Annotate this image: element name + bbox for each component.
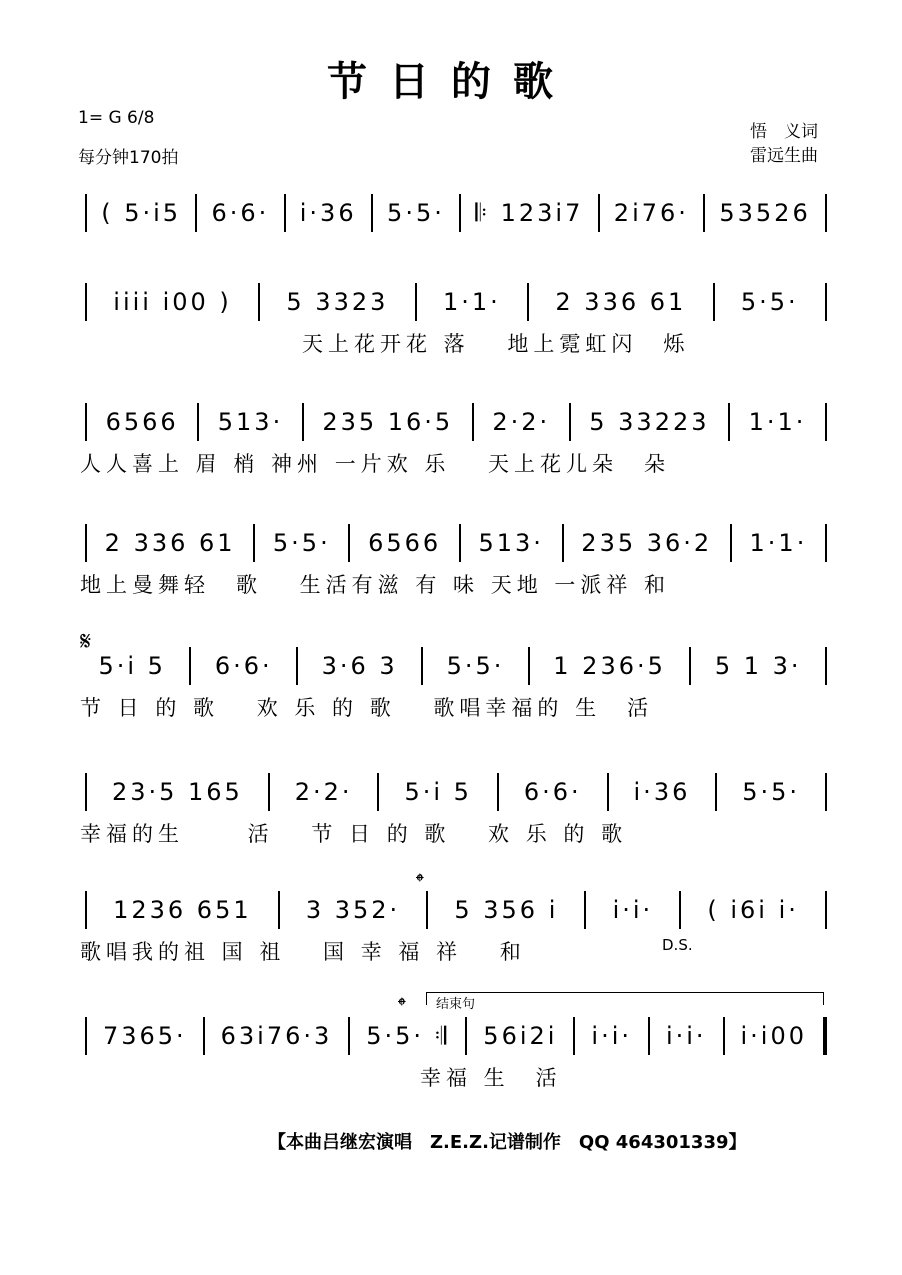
measure: 2·2· bbox=[492, 408, 551, 436]
notes-line bbox=[80, 523, 832, 563]
measure: 53526 bbox=[719, 199, 811, 227]
measure: 2 336 61 bbox=[104, 529, 236, 557]
bar-line bbox=[584, 891, 586, 929]
bar-line bbox=[377, 773, 379, 811]
coda-icon: 𝄌 bbox=[416, 870, 424, 895]
measure: 5·5· bbox=[387, 199, 445, 227]
song-title: 节日的歌 bbox=[327, 58, 575, 105]
notes-line bbox=[80, 772, 832, 812]
bar-line bbox=[197, 403, 199, 441]
ending-label: 结束句 bbox=[434, 993, 477, 1012]
staff-row bbox=[80, 890, 832, 966]
bar-line bbox=[415, 283, 417, 321]
bar-line bbox=[527, 283, 529, 321]
bar-line bbox=[825, 283, 827, 321]
measure: 7365· bbox=[102, 1022, 187, 1050]
bar-line bbox=[825, 773, 827, 811]
bar-line bbox=[730, 524, 732, 562]
measure: ( i6i i· bbox=[707, 896, 799, 924]
bar-line bbox=[85, 891, 87, 929]
bar-line bbox=[713, 283, 715, 321]
lyrics-line: 人人喜上 眉 梢 神州 一片欢 乐 天上花儿朵 朵 bbox=[80, 452, 671, 476]
bar-line bbox=[278, 891, 280, 929]
bar-line bbox=[825, 194, 827, 232]
staff-row bbox=[80, 193, 832, 239]
bar-line bbox=[528, 647, 530, 685]
measure: i·36 bbox=[299, 199, 357, 227]
bar-line bbox=[371, 194, 373, 232]
bar-line bbox=[728, 403, 730, 441]
bar-line bbox=[253, 524, 255, 562]
measure: 1 236·5 bbox=[553, 652, 666, 680]
bar-line bbox=[195, 194, 197, 232]
segno-icon: 𝄋 bbox=[80, 627, 92, 657]
bar-line bbox=[703, 194, 705, 232]
measure: 3 352· bbox=[305, 896, 401, 924]
bar-line bbox=[296, 647, 298, 685]
lyrics-line: 幸福的生 活 节 日 的 歌 欢 乐 的 歌 bbox=[80, 822, 628, 846]
bar-line bbox=[85, 403, 87, 441]
lyricist: 悟 义词 bbox=[750, 122, 818, 142]
staff-row bbox=[80, 1016, 832, 1092]
measure: 2i76· bbox=[613, 199, 689, 227]
bar-line bbox=[85, 194, 87, 232]
staff-row bbox=[80, 772, 832, 848]
bar-line bbox=[85, 283, 87, 321]
coda-icon: 𝄌 bbox=[398, 994, 406, 1019]
bar-line bbox=[825, 647, 827, 685]
staff-row bbox=[80, 646, 832, 722]
lyrics-line: 歌唱我的祖 国 祖 国 幸 福 祥 和 bbox=[80, 940, 526, 964]
measure: 513· bbox=[217, 408, 284, 436]
measure: i·i· bbox=[591, 1022, 632, 1050]
measure: 5·i 5 bbox=[98, 652, 166, 680]
measure: 235 36·2 bbox=[581, 529, 713, 557]
measure: 6566 bbox=[368, 529, 442, 557]
lyrics-line: 天上花开花 落 地上霓虹闪 烁 bbox=[302, 332, 690, 356]
lyrics-line: 地上曼舞轻 歌 生活有滋 有 味 天地 一派祥 和 bbox=[80, 573, 671, 597]
bar-line bbox=[497, 773, 499, 811]
bar-line bbox=[85, 524, 87, 562]
bar-line bbox=[348, 1017, 350, 1055]
bar-line bbox=[598, 194, 600, 232]
ending-bracket bbox=[426, 992, 824, 1005]
measure: 5·i 5 bbox=[404, 778, 472, 806]
measure: i·36 bbox=[633, 778, 691, 806]
tempo: 每分钟170拍 bbox=[78, 148, 179, 168]
measure: 6·6· bbox=[211, 199, 270, 227]
bar-line bbox=[607, 773, 609, 811]
ds-marker: D.S. bbox=[662, 936, 693, 954]
measure: 1·1· bbox=[748, 408, 807, 436]
bar-line bbox=[465, 1017, 467, 1055]
measure: 5·5· 𝄇 bbox=[366, 1022, 450, 1050]
notes-line bbox=[80, 1016, 832, 1056]
bar-line bbox=[825, 891, 827, 929]
measure: 513· bbox=[478, 529, 544, 557]
measure: i·i· bbox=[612, 896, 654, 924]
measure: i·i· bbox=[665, 1022, 707, 1050]
bar-line bbox=[189, 647, 191, 685]
measure: 5 33223 bbox=[589, 408, 710, 436]
staff-row bbox=[80, 523, 832, 599]
measure: 6·6· bbox=[214, 652, 273, 680]
measure: 5·5· bbox=[740, 288, 799, 316]
measure: 5·5· bbox=[742, 778, 801, 806]
bar-line bbox=[459, 194, 461, 232]
measure: 1236 651 bbox=[113, 896, 252, 924]
bar-line bbox=[648, 1017, 650, 1055]
measure: iiii i00 ) bbox=[113, 288, 232, 316]
measure: 5 1 3· bbox=[714, 652, 802, 680]
bar-line bbox=[203, 1017, 205, 1055]
measure: 3·6 3 bbox=[321, 652, 398, 680]
measure: 5·5· bbox=[272, 529, 331, 557]
notes-line bbox=[80, 890, 832, 930]
notes-line bbox=[80, 402, 832, 442]
bar-line bbox=[258, 283, 260, 321]
staff-row bbox=[80, 282, 832, 358]
time-signature: 6/8 bbox=[127, 108, 155, 128]
bar-line bbox=[472, 403, 474, 441]
bar-line bbox=[85, 773, 87, 811]
lyrics-line: 幸福 生 活 bbox=[420, 1066, 562, 1090]
bar-line bbox=[85, 1017, 87, 1055]
bar-line bbox=[679, 891, 681, 929]
bar-line bbox=[302, 403, 304, 441]
bar-line bbox=[268, 773, 270, 811]
bar-line bbox=[426, 891, 428, 929]
measure: 𝄆 123i7 bbox=[475, 199, 584, 227]
bar-line bbox=[573, 1017, 575, 1055]
measure: 56i2i bbox=[483, 1022, 558, 1050]
measure: ( 5·i5 bbox=[101, 199, 182, 227]
bar-line bbox=[825, 403, 827, 441]
measure: 235 16·5 bbox=[322, 408, 454, 436]
bar-line bbox=[348, 524, 350, 562]
bar-line bbox=[421, 647, 423, 685]
measure: 5 356 i bbox=[454, 896, 559, 924]
bar-line bbox=[823, 1017, 827, 1055]
measure: 2·2· bbox=[294, 778, 353, 806]
notes-line bbox=[80, 646, 832, 686]
measure: i·i00 bbox=[740, 1022, 808, 1050]
measure: 6·6· bbox=[523, 778, 582, 806]
key-signature: 1= G 6/8 bbox=[78, 108, 155, 128]
measure: 5 3323 bbox=[286, 288, 389, 316]
lyrics-line: 节 日 的 歌 欢 乐 的 歌 歌唱幸福的 生 活 bbox=[80, 696, 654, 720]
notes-line bbox=[80, 282, 832, 322]
bar-line bbox=[562, 524, 564, 562]
footer-credit: 【本曲吕继宏演唱 Z.E.Z.记谱制作 QQ 464301339】 bbox=[268, 1132, 747, 1153]
measure: 6566 bbox=[105, 408, 179, 436]
measure: 63i76·3 bbox=[220, 1022, 333, 1050]
notes-line bbox=[80, 193, 832, 233]
bar-line bbox=[825, 524, 827, 562]
bar-line bbox=[689, 647, 691, 685]
staff-row bbox=[80, 402, 832, 478]
bar-line bbox=[569, 403, 571, 441]
composer: 雷远生曲 bbox=[750, 146, 818, 166]
measure: 2 336 61 bbox=[555, 288, 687, 316]
measure: 1·1· bbox=[749, 529, 808, 557]
bar-line bbox=[715, 773, 717, 811]
bar-line bbox=[723, 1017, 725, 1055]
bar-line bbox=[459, 524, 461, 562]
measure: 1·1· bbox=[443, 288, 501, 316]
bar-line bbox=[284, 194, 286, 232]
measure: 23·5 165 bbox=[111, 778, 243, 806]
measure: 5·5· bbox=[446, 652, 505, 680]
